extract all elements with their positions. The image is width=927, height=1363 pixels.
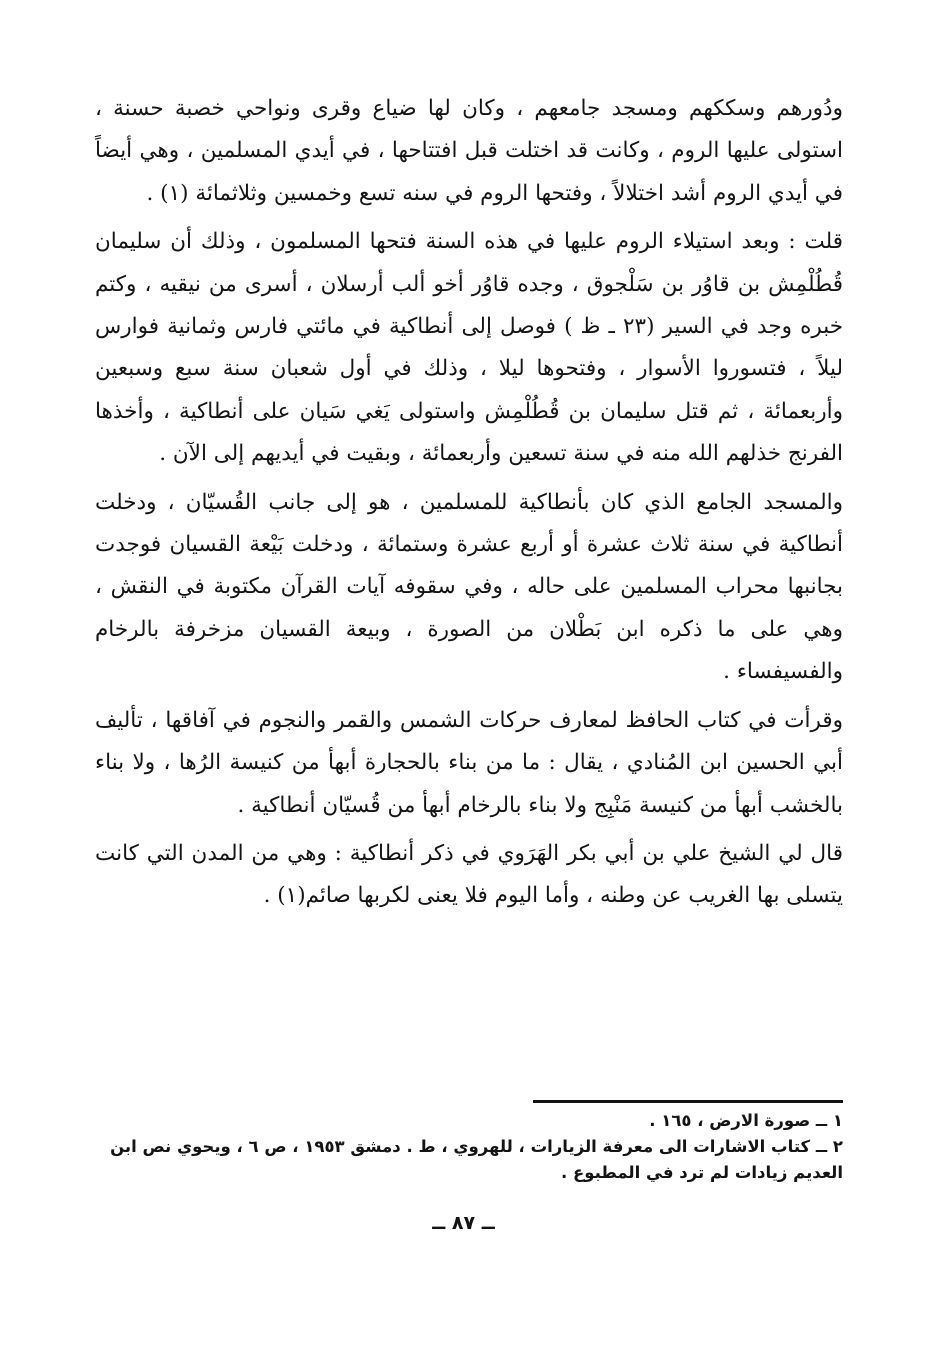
footnote-2: ٢ ــ كتاب الاشارات الى معرفة الزيارات ، للهروي ، ط . دمشق ١٩٥٣ ، ص ٦ ، ويحوي نص ابن العديم زيادات لم ترد في المطبوع . [110, 1137, 843, 1182]
paragraph-5: قال لي الشيخ علي بن أبي بكر الهَرَوي في ذكر أنطاكية : وهي من المدن التي كانت يتسلى بها الغريب عن وطنه ، وأما اليوم فلا يعنى لكربها صائم(١) . [95, 840, 843, 909]
paragraph-4: وقرأت في كتاب الحافظ لمعارف حركات الشمس والقمر والنجوم في آفاقها ، تأليف أبي الحسين ابن المُنادي ، يقال : ما من بناء بالحجارة أبهأ من كنيسة الرُها ، ولا بناء بالخشب أبهأ من كنيسة مَنْبِج ولا بناء بالرخام أبهأ من قُسيّان أنطاكية . [95, 707, 843, 818]
page-number: ــ ٨٧ ــ [432, 1212, 495, 1234]
main-text [95, 88, 843, 924]
paragraph-2: قلت : وبعد استيلاء الروم عليها في هذه السنة فتحها المسلمون ، وذلك أن سليمان قُطُلْمِش بن قاوُر بن سَلْجوق ، وجده قاوُر أخو ألب أرسلان ، أسرى من نيقيه ، وكتم خبره وجد في السير (٢٣ ـ ظ ) فوصل إلى أنطاكية في مائتي فارس وثمانية فوارس ليلاً ، فتسوروا الأسوار ، وفتحوها ليلا ، وذلك في أول شعبان سنة سبع وسبعين وأربعمائة ، ثم قتل سليمان بن قُطُلْمِش واستولى يَغي سَيان على أنطاكية ، وأخذها الفرنج خذلهم الله منه في سنة تسعين وأربعمائة ، وبقيت في أيديهم إلى الآن . [95, 229, 844, 467]
footnote-1: ١ ــ صورة الارض ، ١٦٥ . [649, 1111, 843, 1130]
footnote-divider [533, 1100, 843, 1103]
paragraph-3: والمسجد الجامع الذي كان بأنطاكية للمسلمين ، هو إلى جانب القُسيّان ، ودخلت أنطاكية في سنة ثلاث عشرة أو أربع عشرة وستمائة ، ودخلت بَيْعة القسيان فوجدت بجانبها محراب المسلمين على حاله ، وفي سقوفه آيات القرآن مكتوبة في النقش ، وهي على ما ذكره ابن بَطْلان من الصورة ، وبيعة القسيان مزخرفة بالرخام والفسيفساء . [95, 489, 843, 685]
paragraph-1: ودُورهم وسككهم ومسجد جامعهم ، وكان لها ضياع وقرى ونواحي خصبة حسنة ، استولى عليها الروم ، وكانت قد اختلت قبل افتتاحها ، في أيدي المسلمين ، وهي أيضاً في أيدي الروم أشد اختلالاً ، وفتحها الروم في سنه تسع وخمسين وثلاثمائة (١) . [95, 96, 843, 206]
